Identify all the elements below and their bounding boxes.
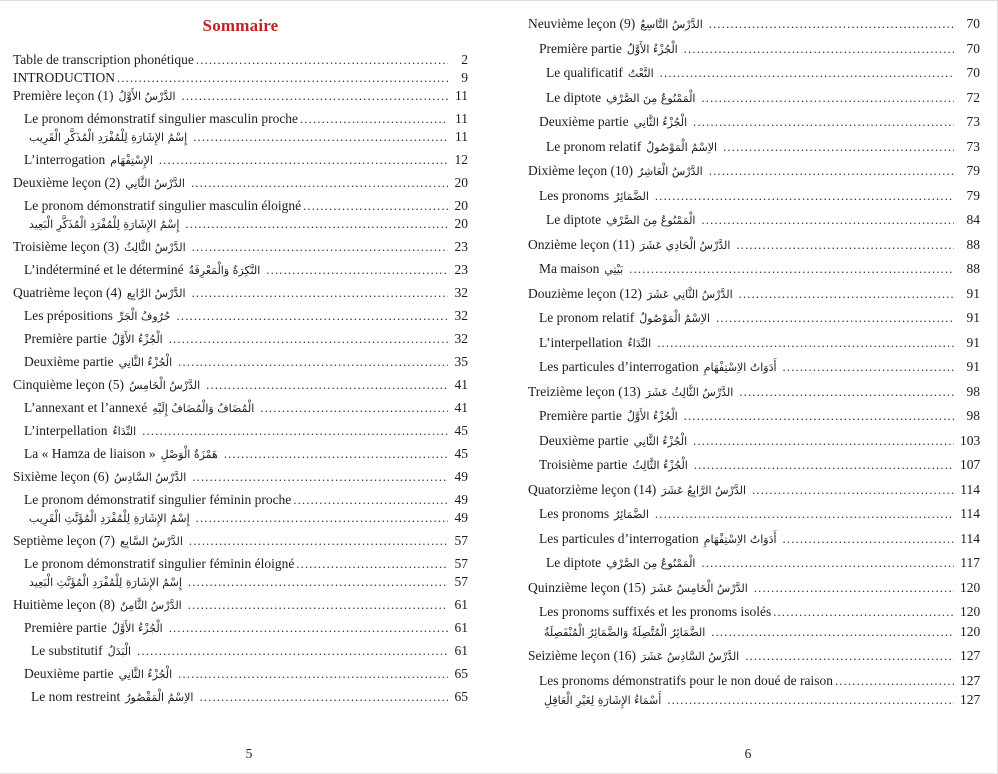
- toc-entry: [13, 419, 468, 442]
- entry-label-fr: L’interpellation: [539, 334, 623, 350]
- entry-label-ar: الاِسْمُ الْمَوْصُولُ: [646, 140, 718, 154]
- entry-label-fr: Deuxième partie: [24, 354, 114, 369]
- entry-label-ar: الدَّرْسُ الثَّالِثُ: [123, 241, 186, 254]
- toc-entry: [528, 61, 980, 86]
- toc-entry: [13, 373, 468, 396]
- dot-leader: [159, 149, 448, 172]
- dot-leader: [701, 551, 954, 576]
- entry-label-fr: Première partie: [539, 408, 622, 423]
- toc-entry: [528, 380, 980, 405]
- entry-label-fr: L’interpellation: [24, 423, 108, 438]
- entry-label-ar: الدَّرْسُ الثَّامِنُ: [119, 599, 182, 612]
- toc-entry: [13, 685, 468, 708]
- entry-label-fr: Septième leçon (7): [13, 533, 115, 548]
- dot-leader: [137, 640, 448, 663]
- entry-page-number: 41: [454, 400, 468, 415]
- entry-label-ar: الْجُزْءُ الأَوَّلُ: [626, 42, 678, 56]
- entry-label-fr: Première partie: [539, 40, 622, 56]
- toc-entry: [528, 551, 980, 576]
- entry-label-fr: Sixième leçon (6): [13, 469, 109, 484]
- entry-page-number: 20: [454, 198, 468, 213]
- entry-page-number: 84: [966, 212, 980, 227]
- entry-page-number: 9: [461, 70, 468, 85]
- dot-leader: [185, 213, 448, 236]
- toc-entry: [13, 616, 468, 639]
- dot-leader: [694, 453, 954, 478]
- toc-entry: [13, 570, 468, 593]
- entry-label-fr: Les pronoms: [539, 506, 610, 521]
- entry-page-number: 91: [966, 359, 980, 374]
- entry-label-fr: Quinzième leçon (15): [528, 579, 646, 595]
- toc-entry: [528, 331, 980, 356]
- entry-label-ar: الدَّرْسُ السَّادِسُ عَشَرَ: [640, 650, 740, 663]
- entry-label-fr: Deuxième partie: [24, 666, 114, 681]
- entry-label-ar: الاِسْمُ الْمَوْصُولُ: [639, 312, 711, 325]
- entry-label-ar: الْجُزْءُ الثَّانِي: [633, 116, 688, 129]
- toc-title: Sommaire: [202, 16, 279, 35]
- dot-leader: [182, 85, 448, 108]
- entry-page-number: 45: [454, 423, 468, 438]
- toc-entry: [528, 135, 980, 160]
- entry-label-fr: Onzième leçon (11): [528, 236, 635, 252]
- dot-leader: [199, 686, 448, 709]
- entry-label-ar: هَمْزَةُ الْوَصْلِ: [160, 448, 218, 461]
- entry-label-fr: L’annexant et l’annexé: [24, 400, 148, 415]
- toc-entry: [13, 327, 468, 350]
- toc-entry: [528, 110, 980, 135]
- entry-label-fr: Les particules d’interrogation: [539, 530, 699, 546]
- entry-page-number: 32: [454, 285, 468, 300]
- dot-leader: [192, 466, 448, 489]
- entry-page-number: 72: [966, 89, 980, 105]
- entry-label-ar: الدَّرْسُ الثَّانِي عَشَرَ: [646, 287, 733, 301]
- dot-leader: [188, 594, 448, 617]
- entry-label-ar: أَسْمَاءُ الإِشَارَةِ لِغَيْرِ الْعَاقِلِ: [544, 694, 662, 707]
- entry-label-ar: إِسْمُ الإِشَارَةِ لِلْمُفْرَدِ الْمُؤَنَّثِ الْقَرِيب: [29, 512, 190, 525]
- dot-leader: [142, 420, 448, 443]
- entry-label-fr: Les particules d’interrogation: [539, 359, 699, 374]
- toc-entry: [528, 429, 980, 454]
- dot-leader: [196, 507, 448, 530]
- toc-entry: [528, 12, 980, 37]
- dot-leader: [693, 429, 954, 454]
- toc-entry: [528, 576, 980, 601]
- dot-leader: [191, 172, 448, 195]
- entry-label-ar: الدَّرْسُ السَّادِسُ: [113, 471, 187, 484]
- toc-entries-right: [528, 0, 980, 713]
- entry-page-number: 23: [454, 239, 468, 254]
- toc-entry: [528, 527, 980, 552]
- toc-entry: [13, 148, 468, 171]
- book-page-left: [0, 0, 498, 774]
- entry-page-number: 20: [454, 216, 468, 231]
- entry-page-number: 70: [966, 16, 980, 31]
- entry-label-fr: Seizième leçon (16): [528, 648, 636, 663]
- dot-leader: [684, 404, 954, 429]
- entry-label-ar: أَدَوَاتُ الاِسْتِفْهَامِ: [703, 532, 777, 546]
- dot-leader: [192, 282, 448, 305]
- dot-leader: [178, 351, 448, 374]
- toc-entry: [528, 502, 980, 527]
- entry-label-fr: Le pronom démonstratif singulier féminin éloigné: [24, 556, 295, 571]
- dot-leader: [193, 126, 448, 149]
- toc-entry: [13, 258, 468, 281]
- entry-label-ar: أَدَوَاتُ الاِسْتِفْهَامِ: [703, 361, 777, 374]
- entry-label-fr: Le substitutif: [31, 643, 103, 658]
- entry-label-fr: Le diptote: [546, 89, 602, 105]
- entry-label-fr: Le pronom démonstratif singulier masculin éloigné: [24, 198, 302, 213]
- dot-leader: [266, 259, 448, 282]
- entry-page-number: 20: [454, 175, 468, 190]
- dot-leader: [709, 159, 954, 184]
- entry-page-number: 61: [454, 620, 468, 635]
- entry-label-ar: النَّكِرَةُ وَالْمَعْرِفَةُ: [188, 264, 261, 277]
- toc-entry: [528, 620, 980, 645]
- toc-entry: [13, 506, 468, 529]
- entry-page-number: 32: [454, 331, 468, 346]
- toc-entry: [528, 208, 980, 233]
- entry-page-number: 41: [454, 377, 468, 392]
- entry-label-ar: إِسْمُ الإِشَارَةِ لِلْمُفْرَدِ الْمُذَكَّرِ الْقَرِيب: [29, 131, 188, 144]
- dot-leader: [711, 620, 954, 645]
- entry-label-ar: الدَّرْسُ الثَّالِثُ عَشَرَ: [645, 385, 734, 399]
- entry-page-number: 88: [966, 236, 980, 252]
- entry-page-number: 49: [454, 469, 468, 484]
- entry-page-number: 49: [454, 492, 468, 507]
- entry-label-fr: Deuxième leçon (2): [13, 175, 121, 190]
- entry-label-fr: Troisième leçon (3): [13, 239, 119, 254]
- entry-label-ar: الْمَمْنُوعُ مِنَ الصَّرْفِ: [606, 557, 696, 570]
- dot-leader: [169, 328, 448, 351]
- toc-entry: [13, 593, 468, 616]
- dot-leader: [723, 135, 954, 160]
- entry-label-ar: الدَّرْسُ الْعَاشِرُ: [637, 165, 703, 178]
- entry-label-ar: الْجُزْءُ الأَوَّلُ: [111, 622, 163, 635]
- entry-page-number: 117: [960, 555, 980, 570]
- entry-page-number: 107: [960, 457, 981, 472]
- entry-label-fr: Deuxième partie: [539, 114, 629, 129]
- entry-page-number: 70: [966, 40, 980, 56]
- dot-leader: [701, 208, 954, 233]
- dot-leader: [693, 110, 954, 135]
- entry-label-fr: L’interrogation: [24, 152, 106, 167]
- page-number-footer-left: 5: [245, 746, 253, 761]
- dot-leader: [739, 282, 954, 307]
- dot-leader: [188, 571, 448, 594]
- entry-page-number: 45: [454, 446, 468, 461]
- entry-label-fr: L’indéterminé et le déterminé: [24, 262, 184, 277]
- dot-leader: [684, 37, 954, 62]
- toc-entry: [528, 159, 980, 184]
- entry-page-number: 79: [966, 187, 980, 203]
- entry-label-ar: النِّدَاءُ: [627, 336, 652, 350]
- entry-label-fr: Ma maison: [539, 261, 600, 276]
- entry-page-number: 79: [966, 163, 980, 178]
- dot-leader: [709, 12, 954, 37]
- entry-page-number: 88: [966, 261, 980, 276]
- entry-page-number: 57: [454, 556, 468, 571]
- dot-leader: [783, 355, 954, 380]
- entry-label-ar: الْجُزْءُ الثَّانِي: [118, 356, 173, 369]
- entry-page-number: 114: [960, 506, 980, 521]
- dot-leader: [783, 527, 954, 552]
- entry-page-number: 65: [454, 689, 468, 704]
- toc-entry: [13, 442, 468, 465]
- toc-entry: [13, 125, 468, 148]
- toc-entry: [13, 350, 468, 373]
- toc-entries-left: [13, 48, 468, 708]
- entry-label-ar: الْجُزْءُ الأَوَّلُ: [626, 410, 678, 423]
- entry-label-fr: Le pronom relatif: [546, 138, 642, 154]
- toc-entry: [13, 235, 468, 258]
- dot-leader: [701, 86, 954, 111]
- entry-page-number: 127: [960, 648, 981, 663]
- dot-leader: [189, 530, 448, 553]
- entry-label-ar: الْمَمْنُوعُ مِنَ الصَّرْفِ: [606, 91, 696, 105]
- entry-label-fr: Le diptote: [546, 212, 602, 227]
- dot-leader: [224, 443, 448, 466]
- entry-label-fr: Les pronoms suffixés et les pronoms isolés: [539, 604, 772, 619]
- entry-label-fr: Troisième partie: [539, 457, 628, 472]
- toc-entry: [528, 306, 980, 331]
- dot-leader: [716, 306, 954, 331]
- entry-label-ar: الْجُزْءُ الأَوَّلُ: [111, 333, 163, 346]
- toc-entry: [13, 529, 468, 552]
- toc-entry: [13, 212, 468, 235]
- entry-label-fr: Les pronoms démonstratifs pour le non doué de raison: [539, 672, 833, 688]
- entry-label-ar: حُرُوفُ الْجَرِّ: [117, 310, 171, 323]
- dot-leader: [178, 663, 448, 686]
- entry-label-ar: الدَّرْسُ التَّاسِعُ: [640, 18, 703, 31]
- entry-page-number: 49: [454, 510, 468, 525]
- entry-label-ar: الاِسْمُ الْمَقْصُورُ: [125, 691, 194, 704]
- entry-label-fr: Le nom restreint: [31, 689, 121, 704]
- toc-entry: [13, 662, 468, 685]
- entry-label-fr: Le pronom relatif: [539, 310, 635, 325]
- entry-page-number: 114: [960, 530, 980, 546]
- toc-entry: [528, 233, 980, 258]
- dot-leader: [657, 331, 954, 356]
- book-page-right: [498, 0, 998, 774]
- entry-label-fr: La « Hamza de liaison »: [24, 446, 156, 461]
- entry-page-number: 91: [966, 310, 980, 325]
- entry-page-number: 91: [966, 334, 980, 350]
- entry-page-number: 73: [966, 114, 980, 129]
- dot-leader: [754, 576, 954, 601]
- entry-page-number: 91: [966, 285, 980, 301]
- entry-page-number: 120: [960, 604, 981, 619]
- entry-label-fr: Treizième leçon (13): [528, 383, 641, 399]
- entry-label-fr: Huitième leçon (8): [13, 597, 115, 612]
- entry-page-number: 57: [454, 574, 468, 589]
- entry-label-fr: Les pronoms: [539, 187, 610, 203]
- entry-page-number: 98: [966, 408, 980, 423]
- entry-label-ar: الإِسْتِفْهَام: [110, 154, 153, 167]
- entry-label-ar: الدَّرْسُ الْخَامِسُ عَشَرَ: [650, 581, 748, 595]
- entry-label-fr: INTRODUCTION: [13, 70, 115, 85]
- dot-leader: [745, 644, 954, 669]
- entry-label-ar: الضَّمَائِرُ: [614, 189, 649, 203]
- dot-leader: [667, 688, 954, 713]
- entry-label-fr: Première partie: [24, 331, 107, 346]
- entry-label-fr: Le pronom démonstratif singulier masculin proche: [24, 111, 299, 126]
- entry-label-ar: الْمُضَافُ وَالْمُضَافُ إِلَيْهِ: [152, 402, 255, 415]
- toc-entry: [13, 304, 468, 327]
- toc-entry: [528, 644, 980, 669]
- dot-leader: [660, 61, 954, 86]
- entry-label-ar: الْجُزْءُ الثَّانِي: [633, 434, 688, 448]
- entry-label-fr: Le pronom démonstratif singulier féminin proche: [24, 492, 292, 507]
- entry-page-number: 127: [960, 692, 981, 707]
- entry-label-ar: الدَّرْسُ الثَّانِي: [125, 177, 185, 190]
- entry-label-fr: Neuvième leçon (9): [528, 16, 636, 31]
- entry-label-fr: Le diptote: [546, 555, 602, 570]
- entry-page-number: 12: [454, 152, 468, 167]
- toc-entry: [528, 184, 980, 209]
- entry-label-ar: الْمَمْنُوعُ مِنَ الصَّرْفِ: [606, 214, 696, 227]
- entry-page-number: 35: [454, 354, 468, 369]
- dot-leader: [192, 236, 448, 259]
- dot-leader: [260, 397, 448, 420]
- entry-label-ar: الدَّرْسُ الْحَادِي عَشَرَ: [639, 238, 731, 252]
- entry-page-number: 23: [454, 262, 468, 277]
- toc-entry: [528, 37, 980, 62]
- dot-leader: [177, 305, 448, 328]
- dot-leader: [629, 257, 954, 282]
- entry-label-fr: Cinquième leçon (5): [13, 377, 124, 392]
- dot-leader: [752, 478, 954, 503]
- entry-page-number: 98: [966, 383, 980, 399]
- entry-label-ar: الدَّرْسُ السَّابِع: [119, 535, 183, 548]
- toc-entry: [528, 86, 980, 111]
- entry-label-ar: الْجُزْءُ الثَّانِي: [118, 668, 173, 681]
- entry-label-ar: الدَّرْسُ الرَّابِع: [126, 287, 186, 300]
- entry-page-number: 70: [966, 65, 980, 80]
- entry-label-fr: Les prépositions: [24, 308, 113, 323]
- entry-label-fr: Quatrième leçon (4): [13, 285, 122, 300]
- entry-label-ar: الدَّرْسُ الْخَامِسُ: [128, 379, 201, 392]
- entry-label-fr: Quatorzième leçon (14): [528, 481, 657, 497]
- entry-label-fr: Première leçon (1): [13, 88, 114, 103]
- entry-label-fr: Deuxième partie: [539, 432, 629, 448]
- toc-entry: [13, 465, 468, 488]
- entry-page-number: 2: [461, 52, 468, 67]
- entry-label-ar: الضَّمَائِرُ: [614, 508, 649, 521]
- entry-label-fr: Le qualificatif: [546, 65, 623, 80]
- toc-entry: [528, 355, 980, 380]
- entry-page-number: 120: [960, 623, 981, 639]
- entry-page-number: 32: [454, 308, 468, 323]
- entry-page-number: 61: [454, 643, 468, 658]
- entry-label-ar: النِّدَاءُ: [112, 425, 137, 438]
- toc-entry: [528, 453, 980, 478]
- toc-entry: [528, 282, 980, 307]
- toc-entry: [528, 257, 980, 282]
- dot-leader: [736, 233, 954, 258]
- entry-label-ar: الْبَدَلُ: [107, 645, 132, 658]
- toc-entry: [528, 404, 980, 429]
- dot-leader: [169, 617, 448, 640]
- entry-label-ar: الدَّرْسُ الرَّابِعُ عَشَرَ: [661, 483, 747, 497]
- entry-page-number: 11: [455, 111, 468, 126]
- toc-entry: [13, 171, 468, 194]
- toc-entry: [13, 281, 468, 304]
- entry-page-number: 11: [455, 88, 468, 103]
- toc-entry: [13, 84, 468, 107]
- toc-entry: [528, 688, 980, 713]
- entry-label-fr: Douzième leçon (12): [528, 285, 642, 301]
- page-number-footer-right: 6: [744, 746, 752, 761]
- toc-entry: [13, 396, 468, 419]
- toc-entry: [528, 478, 980, 503]
- entry-page-number: 61: [454, 597, 468, 612]
- entry-label-ar: الدَّرْسُ الأَوَّلُ: [118, 90, 176, 103]
- entry-page-number: 57: [454, 533, 468, 548]
- entry-page-number: 73: [966, 138, 980, 154]
- entry-label-fr: Table de transcription phonétique: [13, 52, 194, 67]
- toc-entry: [13, 639, 468, 662]
- entry-label-fr: Première partie: [24, 620, 107, 635]
- entry-page-number: 11: [455, 129, 468, 144]
- entry-label-ar: إِسْمُ الإِشَارَةِ لِلْمُفْرَدِ الْمُذَكَّرِ الْبَعِيد: [29, 218, 180, 231]
- entry-page-number: 103: [960, 432, 981, 448]
- entry-label-fr: Dixième leçon (10): [528, 163, 633, 178]
- entry-page-number: 120: [960, 579, 981, 595]
- entry-label-ar: إِسْمُ الإِشَارَةِ لِلْمُفْرَدِ الْمُؤَنَّثِ الْبَعِيد: [29, 576, 182, 589]
- dot-leader: [655, 184, 954, 209]
- dot-leader: [655, 502, 954, 527]
- entry-label-ar: النَّعْتُ: [627, 67, 654, 80]
- entry-label-ar: الضَّمَائِرُ الْمُتَّصِلَةُ وَالضَّمَائِرُ الْمُنْفَصِلَةُ: [544, 625, 706, 639]
- entry-page-number: 114: [960, 481, 980, 497]
- dot-leader: [206, 374, 448, 397]
- dot-leader: [739, 380, 954, 405]
- entry-label-ar: الْجُزْءُ الثَّالِثُ: [632, 459, 688, 472]
- entry-label-ar: بَيْتِي: [604, 263, 624, 276]
- entry-page-number: 127: [960, 672, 981, 688]
- entry-page-number: 65: [454, 666, 468, 681]
